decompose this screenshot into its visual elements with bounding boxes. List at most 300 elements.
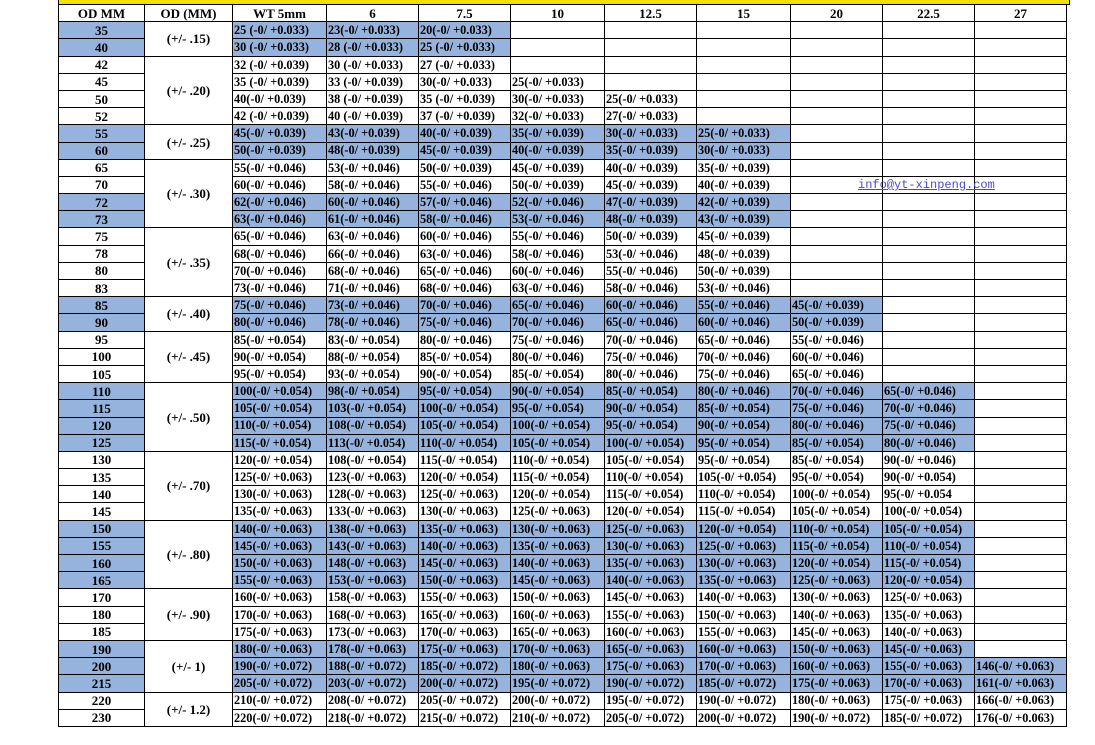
header-wt-27: 27	[975, 5, 1067, 22]
id-tolerance-cell: 103(-0/ +0.054)	[327, 400, 419, 417]
id-tolerance-cell: 85(-0/ +0.054)	[233, 331, 327, 348]
id-tolerance-cell	[883, 245, 975, 262]
id-tolerance-cell	[975, 400, 1067, 417]
id-tolerance-cell	[697, 90, 791, 107]
od-cell: 40	[59, 39, 145, 56]
id-tolerance-cell: 180(-0/ +0.063)	[791, 692, 883, 709]
table-row	[59, 125, 1067, 142]
id-tolerance-cell: 98(-0/ +0.054)	[327, 383, 419, 400]
id-tolerance-cell: 100(-0/ +0.054)	[233, 383, 327, 400]
id-tolerance-cell: 40(-0/ +0.039)	[697, 176, 791, 193]
id-tolerance-cell: 65(-0/ +0.046)	[791, 365, 883, 382]
od-cell: 145	[59, 503, 145, 520]
id-tolerance-cell: 150(-0/ +0.063)	[233, 555, 327, 572]
id-tolerance-cell: 25(-0/ +0.033)	[605, 90, 697, 107]
id-tolerance-cell: 30(-0/ +0.033)	[697, 142, 791, 159]
id-tolerance-cell: 70(-0/ +0.046)	[883, 400, 975, 417]
id-tolerance-cell	[975, 314, 1067, 331]
id-tolerance-cell: 83(-0/ +0.054)	[327, 331, 419, 348]
header-od-mm: OD MM	[59, 5, 145, 22]
id-tolerance-cell: 80(-0/ +0.046)	[511, 348, 605, 365]
id-tolerance-cell: 53(-0/ +0.046)	[697, 280, 791, 297]
id-tolerance-cell: 55(-0/ +0.046)	[791, 331, 883, 348]
id-tolerance-cell: 205(-0/ +0.072)	[233, 675, 327, 692]
id-tolerance-cell: 48(-0/ +0.039)	[605, 211, 697, 228]
od-tolerance-cell: (+/- .50)	[145, 383, 233, 452]
id-tolerance-cell: 160(-0/ +0.063)	[233, 589, 327, 606]
id-tolerance-cell: 175(-0/ +0.063)	[419, 640, 511, 657]
id-tolerance-cell: 60(-0/ +0.046)	[327, 194, 419, 211]
id-tolerance-cell	[883, 73, 975, 90]
id-tolerance-cell: 93(-0/ +0.054)	[327, 365, 419, 382]
id-tolerance-cell: 88(-0/ +0.054)	[327, 348, 419, 365]
od-cell: 140	[59, 486, 145, 503]
id-tolerance-cell: 50(-0/ +0.039)	[791, 314, 883, 331]
id-tolerance-cell: 140(-0/ +0.063)	[605, 572, 697, 589]
id-tolerance-cell: 45(-0/ +0.039)	[419, 142, 511, 159]
id-tolerance-cell: 178(-0/ +0.063)	[327, 640, 419, 657]
id-tolerance-cell	[975, 589, 1067, 606]
od-cell: 65	[59, 159, 145, 176]
id-tolerance-cell: 50(-0/ +0.039)	[511, 176, 605, 193]
id-tolerance-cell	[605, 73, 697, 90]
id-tolerance-cell	[883, 314, 975, 331]
id-tolerance-cell: 120(-0/ +0.054)	[605, 503, 697, 520]
id-tolerance-cell: 90(-0/ +0.054)	[511, 383, 605, 400]
id-tolerance-cell: 125(-0/ +0.063)	[419, 486, 511, 503]
id-tolerance-cell: 78(-0/ +0.046)	[327, 314, 419, 331]
id-tolerance-cell	[975, 572, 1067, 589]
id-tolerance-cell: 168(-0/ +0.063)	[327, 606, 419, 623]
tolerance-table	[58, 4, 1067, 727]
id-tolerance-cell	[975, 125, 1067, 142]
id-tolerance-cell	[975, 520, 1067, 537]
id-tolerance-cell: 145(-0/ +0.063)	[511, 572, 605, 589]
id-tolerance-cell	[883, 108, 975, 125]
id-tolerance-cell	[975, 228, 1067, 245]
id-tolerance-cell: 40 (-0/ +0.039)	[327, 108, 419, 125]
id-tolerance-cell: 188(-0/ +0.072)	[327, 658, 419, 675]
id-tolerance-cell: 175(-0/ +0.063)	[883, 692, 975, 709]
id-tolerance-cell	[697, 22, 791, 39]
id-tolerance-cell	[975, 194, 1067, 211]
id-tolerance-cell: 42(-0/ +0.039)	[697, 194, 791, 211]
id-tolerance-cell: 68(-0/ +0.046)	[233, 245, 327, 262]
id-tolerance-cell: 80(-0/ +0.046)	[883, 434, 975, 451]
id-tolerance-cell	[883, 125, 975, 142]
id-tolerance-cell: 40(-0/ +0.039)	[511, 142, 605, 159]
id-tolerance-cell: 185(-0/ +0.072)	[419, 658, 511, 675]
id-tolerance-cell: 52(-0/ +0.046)	[511, 194, 605, 211]
id-tolerance-cell: 85(-0/ +0.054)	[605, 383, 697, 400]
id-tolerance-cell	[511, 22, 605, 39]
od-cell: 52	[59, 108, 145, 125]
od-cell: 45	[59, 73, 145, 90]
id-tolerance-cell: 63(-0/ +0.046)	[511, 280, 605, 297]
id-tolerance-cell: 180(-0/ +0.063)	[233, 640, 327, 657]
od-cell: 105	[59, 365, 145, 382]
id-tolerance-cell: 25(-0/ +0.033)	[697, 125, 791, 142]
id-tolerance-cell: 120(-0/ +0.054)	[419, 469, 511, 486]
id-tolerance-cell: 27 (-0/ +0.033)	[419, 56, 511, 73]
id-tolerance-cell: 50(-0/ +0.039)	[233, 142, 327, 159]
od-cell: 55	[59, 125, 145, 142]
id-tolerance-cell: 45(-0/ +0.039)	[605, 176, 697, 193]
id-tolerance-cell: 73(-0/ +0.046)	[233, 280, 327, 297]
id-tolerance-cell	[791, 108, 883, 125]
id-tolerance-cell: 110(-0/ +0.054)	[791, 520, 883, 537]
id-tolerance-cell	[697, 73, 791, 90]
id-tolerance-cell	[791, 22, 883, 39]
id-tolerance-cell: 70(-0/ +0.046)	[511, 314, 605, 331]
header-od-tolerance: OD (MM)	[145, 5, 233, 22]
id-tolerance-cell	[883, 194, 975, 211]
id-tolerance-cell: 138(-0/ +0.063)	[327, 520, 419, 537]
id-tolerance-cell	[975, 56, 1067, 73]
id-tolerance-cell: 53(-0/ +0.046)	[605, 245, 697, 262]
id-tolerance-cell: 155(-0/ +0.063)	[605, 606, 697, 623]
id-tolerance-cell: 115(-0/ +0.054)	[791, 537, 883, 554]
id-tolerance-cell: 120(-0/ +0.054)	[511, 486, 605, 503]
id-tolerance-cell: 68(-0/ +0.046)	[419, 280, 511, 297]
id-tolerance-cell: 80(-0/ +0.046)	[605, 365, 697, 382]
id-tolerance-cell: 160(-0/ +0.063)	[605, 623, 697, 640]
id-tolerance-cell: 95(-0/ +0.054)	[697, 451, 791, 468]
id-tolerance-cell: 210(-0/ +0.072)	[511, 709, 605, 726]
od-cell: 60	[59, 142, 145, 159]
id-tolerance-cell	[975, 90, 1067, 107]
id-tolerance-cell: 115(-0/ +0.054)	[233, 434, 327, 451]
id-tolerance-cell: 185(-0/ +0.072)	[697, 675, 791, 692]
od-cell: 72	[59, 194, 145, 211]
table-body	[59, 22, 1067, 727]
id-tolerance-cell: 135(-0/ +0.063)	[697, 572, 791, 589]
id-tolerance-cell: 63(-0/ +0.046)	[327, 228, 419, 245]
id-tolerance-cell: 55(-0/ +0.046)	[511, 228, 605, 245]
id-tolerance-cell	[791, 125, 883, 142]
id-tolerance-cell: 25 (-0/ +0.033)	[233, 22, 327, 39]
id-tolerance-cell	[975, 486, 1067, 503]
id-tolerance-cell: 113(-0/ +0.054)	[327, 434, 419, 451]
od-tolerance-cell: (+/- .90)	[145, 589, 233, 641]
id-tolerance-cell: 125(-0/ +0.063)	[791, 572, 883, 589]
od-cell: 83	[59, 280, 145, 297]
id-tolerance-cell: 45(-0/ +0.039)	[233, 125, 327, 142]
od-cell: 180	[59, 606, 145, 623]
od-cell: 155	[59, 537, 145, 554]
id-tolerance-cell: 55(-0/ +0.046)	[697, 297, 791, 314]
id-tolerance-cell: 105(-0/ +0.054)	[791, 503, 883, 520]
id-tolerance-cell: 90(-0/ +0.054)	[233, 348, 327, 365]
id-tolerance-cell: 43(-0/ +0.039)	[327, 125, 419, 142]
id-tolerance-cell: 32(-0/ +0.033)	[511, 108, 605, 125]
id-tolerance-cell	[791, 39, 883, 56]
id-tolerance-cell: 160(-0/ +0.063)	[511, 606, 605, 623]
id-tolerance-cell: 30 (-0/ +0.033)	[327, 56, 419, 73]
id-tolerance-cell: 130(-0/ +0.063)	[605, 537, 697, 554]
id-tolerance-cell: 135(-0/ +0.063)	[511, 537, 605, 554]
id-tolerance-cell: 175(-0/ +0.063)	[233, 623, 327, 640]
table-row	[59, 451, 1067, 468]
id-tolerance-cell	[791, 73, 883, 90]
id-tolerance-cell: 110(-0/ +0.054)	[605, 469, 697, 486]
id-tolerance-cell: 95(-0/ +0.054)	[233, 365, 327, 382]
email-link[interactable]: info@yt-xinpeng.com	[858, 178, 995, 192]
id-tolerance-cell: 200(-0/ +0.072)	[511, 692, 605, 709]
id-tolerance-cell: 65(-0/ +0.046)	[419, 262, 511, 279]
id-tolerance-cell: 115(-0/ +0.054)	[419, 451, 511, 468]
id-tolerance-cell: 160(-0/ +0.063)	[697, 640, 791, 657]
id-tolerance-cell: 135(-0/ +0.063)	[605, 555, 697, 572]
id-tolerance-cell	[883, 280, 975, 297]
id-tolerance-cell: 28 (-0/ +0.033)	[327, 39, 419, 56]
id-tolerance-cell: 35(-0/ +0.039)	[605, 142, 697, 159]
id-tolerance-cell	[883, 297, 975, 314]
table-row	[59, 383, 1067, 400]
id-tolerance-cell: 63(-0/ +0.046)	[233, 211, 327, 228]
od-cell: 110	[59, 383, 145, 400]
id-tolerance-cell: 180(-0/ +0.063)	[511, 658, 605, 675]
id-tolerance-cell: 27(-0/ +0.033)	[605, 108, 697, 125]
id-tolerance-cell: 42 (-0/ +0.039)	[233, 108, 327, 125]
id-tolerance-cell	[883, 331, 975, 348]
id-tolerance-cell: 140(-0/ +0.063)	[791, 606, 883, 623]
id-tolerance-cell: 143(-0/ +0.063)	[327, 537, 419, 554]
id-tolerance-cell	[975, 262, 1067, 279]
id-tolerance-cell: 47(-0/ +0.039)	[605, 194, 697, 211]
id-tolerance-cell: 33 (-0/ +0.039)	[327, 73, 419, 90]
id-tolerance-cell	[975, 159, 1067, 176]
id-tolerance-cell	[511, 39, 605, 56]
id-tolerance-cell	[975, 365, 1067, 382]
id-tolerance-cell: 140(-0/ +0.063)	[233, 520, 327, 537]
id-tolerance-cell	[697, 56, 791, 73]
id-tolerance-cell: 170(-0/ +0.063)	[697, 658, 791, 675]
id-tolerance-cell: 120(-0/ +0.054)	[883, 572, 975, 589]
id-tolerance-cell	[975, 280, 1067, 297]
id-tolerance-cell: 58(-0/ +0.046)	[605, 280, 697, 297]
header-wt-20: 20	[791, 5, 883, 22]
od-tolerance-cell: (+/- .15)	[145, 22, 233, 56]
id-tolerance-cell: 60(-0/ +0.046)	[605, 297, 697, 314]
id-tolerance-cell: 80(-0/ +0.046)	[419, 331, 511, 348]
od-cell: 35	[59, 22, 145, 39]
od-cell: 85	[59, 297, 145, 314]
id-tolerance-cell	[791, 245, 883, 262]
od-tolerance-cell: (+/- .80)	[145, 520, 233, 589]
id-tolerance-cell: 30(-0/ +0.033)	[511, 90, 605, 107]
od-cell: 75	[59, 228, 145, 245]
id-tolerance-cell	[975, 640, 1067, 657]
id-tolerance-cell: 170(-0/ +0.063)	[233, 606, 327, 623]
id-tolerance-cell: 75(-0/ +0.046)	[233, 297, 327, 314]
id-tolerance-cell: 25(-0/ +0.033)	[511, 73, 605, 90]
id-tolerance-cell: 48(-0/ +0.039)	[327, 142, 419, 159]
id-tolerance-cell: 25 (-0/ +0.033)	[419, 39, 511, 56]
id-tolerance-cell: 146(-0/ +0.063)	[975, 658, 1067, 675]
id-tolerance-cell: 130(-0/ +0.063)	[791, 589, 883, 606]
id-tolerance-cell: 30(-0/ +0.033)	[605, 125, 697, 142]
id-tolerance-cell: 37 (-0/ +0.039)	[419, 108, 511, 125]
od-tolerance-cell: (+/- .30)	[145, 159, 233, 228]
id-tolerance-cell: 155(-0/ +0.063)	[419, 589, 511, 606]
id-tolerance-cell: 140(-0/ +0.063)	[511, 555, 605, 572]
table-row	[59, 692, 1067, 709]
id-tolerance-cell: 20(-0/ +0.033)	[419, 22, 511, 39]
od-cell: 220	[59, 692, 145, 709]
id-tolerance-cell: 85(-0/ +0.054)	[791, 434, 883, 451]
od-cell: 115	[59, 400, 145, 417]
id-tolerance-cell: 58(-0/ +0.046)	[419, 211, 511, 228]
id-tolerance-cell: 176(-0/ +0.063)	[975, 709, 1067, 726]
table-header-row	[59, 5, 1067, 22]
id-tolerance-cell: 100(-0/ +0.054)	[791, 486, 883, 503]
id-tolerance-cell: 100(-0/ +0.054)	[511, 417, 605, 434]
id-tolerance-cell: 45(-0/ +0.039)	[791, 297, 883, 314]
id-tolerance-cell	[883, 39, 975, 56]
header-wt-10: 10	[511, 5, 605, 22]
id-tolerance-cell: 95(-0/ +0.054)	[791, 469, 883, 486]
id-tolerance-cell: 203(-0/ +0.072)	[327, 675, 419, 692]
id-tolerance-cell: 95(-0/ +0.054)	[697, 434, 791, 451]
id-tolerance-cell: 58(-0/ +0.046)	[327, 176, 419, 193]
id-tolerance-cell	[883, 56, 975, 73]
od-tolerance-cell: (+/- .35)	[145, 228, 233, 297]
id-tolerance-cell: 115(-0/ +0.054)	[697, 503, 791, 520]
id-tolerance-cell: 120(-0/ +0.054)	[791, 555, 883, 572]
id-tolerance-cell	[975, 142, 1067, 159]
id-tolerance-cell	[975, 623, 1067, 640]
id-tolerance-cell	[975, 22, 1067, 39]
id-tolerance-cell: 105(-0/ +0.054)	[419, 417, 511, 434]
id-tolerance-cell: 23(-0/ +0.033)	[327, 22, 419, 39]
id-tolerance-cell: 40(-0/ +0.039)	[419, 125, 511, 142]
table-row	[59, 589, 1067, 606]
id-tolerance-cell: 145(-0/ +0.063)	[883, 640, 975, 657]
od-cell: 185	[59, 623, 145, 640]
id-tolerance-cell: 205(-0/ +0.072)	[419, 692, 511, 709]
id-tolerance-cell: 105(-0/ +0.054)	[883, 520, 975, 537]
id-tolerance-cell: 50(-0/ +0.039)	[605, 228, 697, 245]
id-tolerance-cell: 190(-0/ +0.072)	[791, 709, 883, 726]
id-tolerance-cell: 105(-0/ +0.054)	[511, 434, 605, 451]
id-tolerance-cell: 125(-0/ +0.063)	[233, 469, 327, 486]
id-tolerance-cell: 110(-0/ +0.054)	[419, 434, 511, 451]
od-tolerance-cell: (+/- 1.2)	[145, 692, 233, 726]
id-tolerance-cell: 130(-0/ +0.063)	[697, 555, 791, 572]
id-tolerance-cell: 100(-0/ +0.054)	[419, 400, 511, 417]
id-tolerance-cell: 110(-0/ +0.054)	[233, 417, 327, 434]
id-tolerance-cell: 65(-0/ +0.046)	[605, 314, 697, 331]
id-tolerance-cell: 145(-0/ +0.063)	[233, 537, 327, 554]
id-tolerance-cell: 185(-0/ +0.072)	[883, 709, 975, 726]
id-tolerance-cell: 70(-0/ +0.046)	[233, 262, 327, 279]
id-tolerance-cell: 135(-0/ +0.063)	[419, 520, 511, 537]
id-tolerance-cell	[791, 262, 883, 279]
id-tolerance-cell: 65(-0/ +0.046)	[233, 228, 327, 245]
id-tolerance-cell: 120(-0/ +0.054)	[697, 520, 791, 537]
id-tolerance-cell: 35(-0/ +0.039)	[697, 159, 791, 176]
id-tolerance-cell: 161(-0/ +0.063)	[975, 675, 1067, 692]
id-tolerance-cell: 135(-0/ +0.063)	[233, 503, 327, 520]
id-tolerance-cell: 155(-0/ +0.063)	[883, 658, 975, 675]
id-tolerance-cell: 123(-0/ +0.063)	[327, 469, 419, 486]
id-tolerance-cell: 220(-0/ +0.072)	[233, 709, 327, 726]
id-tolerance-cell: 40(-0/ +0.039)	[233, 90, 327, 107]
id-tolerance-cell: 100(-0/ +0.054)	[605, 434, 697, 451]
id-tolerance-cell: 35(-0/ +0.039)	[511, 125, 605, 142]
id-tolerance-cell: 80(-0/ +0.046)	[791, 417, 883, 434]
id-tolerance-cell: 133(-0/ +0.063)	[327, 503, 419, 520]
id-tolerance-cell: 70(-0/ +0.046)	[605, 331, 697, 348]
od-cell: 78	[59, 245, 145, 262]
id-tolerance-cell: 70(-0/ +0.046)	[791, 383, 883, 400]
id-tolerance-cell: 75(-0/ +0.046)	[605, 348, 697, 365]
id-tolerance-cell: 43(-0/ +0.039)	[697, 211, 791, 228]
id-tolerance-cell	[791, 194, 883, 211]
id-tolerance-cell: 135(-0/ +0.063)	[883, 606, 975, 623]
id-tolerance-cell: 60(-0/ +0.046)	[419, 228, 511, 245]
id-tolerance-cell: 110(-0/ +0.054)	[511, 451, 605, 468]
id-tolerance-cell: 130(-0/ +0.063)	[419, 503, 511, 520]
id-tolerance-cell: 165(-0/ +0.063)	[511, 623, 605, 640]
id-tolerance-cell: 125(-0/ +0.063)	[605, 520, 697, 537]
id-tolerance-cell: 75(-0/ +0.046)	[419, 314, 511, 331]
id-tolerance-cell	[605, 39, 697, 56]
id-tolerance-cell: 208(-0/ +0.072)	[327, 692, 419, 709]
id-tolerance-cell: 60(-0/ +0.046)	[697, 314, 791, 331]
od-tolerance-cell: (+/- 1)	[145, 640, 233, 692]
id-tolerance-cell	[975, 211, 1067, 228]
id-tolerance-cell: 90(-0/ +0.054)	[883, 469, 975, 486]
id-tolerance-cell: 165(-0/ +0.063)	[419, 606, 511, 623]
id-tolerance-cell	[791, 280, 883, 297]
header-wt-15: 15	[697, 5, 791, 22]
id-tolerance-cell: 215(-0/ +0.072)	[419, 709, 511, 726]
id-tolerance-cell: 30 (-0/ +0.033)	[233, 39, 327, 56]
od-cell: 125	[59, 434, 145, 451]
id-tolerance-cell: 75(-0/ +0.046)	[883, 417, 975, 434]
id-tolerance-cell: 53(-0/ +0.046)	[511, 211, 605, 228]
od-cell: 215	[59, 675, 145, 692]
table-row	[59, 56, 1067, 73]
id-tolerance-cell: 85(-0/ +0.054)	[697, 400, 791, 417]
id-tolerance-cell	[697, 39, 791, 56]
id-tolerance-cell	[605, 22, 697, 39]
id-tolerance-cell	[605, 56, 697, 73]
table-row	[59, 331, 1067, 348]
id-tolerance-cell: 108(-0/ +0.054)	[327, 451, 419, 468]
id-tolerance-cell	[883, 90, 975, 107]
id-tolerance-cell: 80(-0/ +0.046)	[697, 383, 791, 400]
id-tolerance-cell: 150(-0/ +0.063)	[511, 589, 605, 606]
id-tolerance-cell	[511, 56, 605, 73]
id-tolerance-cell: 148(-0/ +0.063)	[327, 555, 419, 572]
id-tolerance-cell: 75(-0/ +0.046)	[511, 331, 605, 348]
id-tolerance-cell: 65(-0/ +0.046)	[697, 331, 791, 348]
id-tolerance-cell: 90(-0/ +0.054)	[419, 365, 511, 382]
id-tolerance-cell: 160(-0/ +0.063)	[791, 658, 883, 675]
id-tolerance-cell: 62(-0/ +0.046)	[233, 194, 327, 211]
id-tolerance-cell: 120(-0/ +0.054)	[233, 451, 327, 468]
id-tolerance-cell: 128(-0/ +0.063)	[327, 486, 419, 503]
id-tolerance-cell: 210(-0/ +0.072)	[233, 692, 327, 709]
od-tolerance-cell: (+/- .25)	[145, 125, 233, 159]
id-tolerance-cell: 70(-0/ +0.046)	[419, 297, 511, 314]
id-tolerance-cell: 100(-0/ +0.054)	[883, 503, 975, 520]
id-tolerance-cell: 105(-0/ +0.054)	[697, 469, 791, 486]
od-cell: 165	[59, 572, 145, 589]
